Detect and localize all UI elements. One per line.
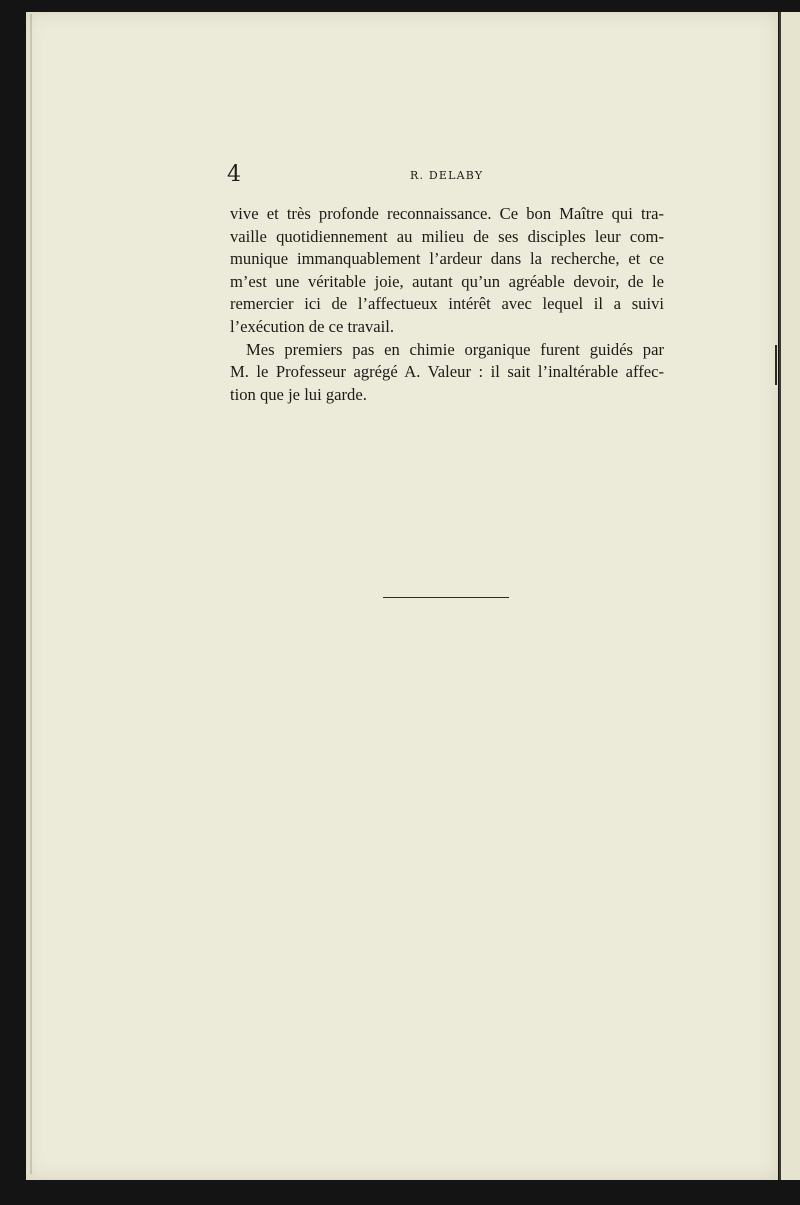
text-line: Mes premiers pas en chimie organique furent guidés par: [246, 339, 664, 359]
page-number: 4: [227, 162, 241, 187]
running-head: R. DELABY: [410, 169, 484, 182]
text-line: tion que je lui garde.: [230, 384, 367, 404]
adjacent-page-edge: [779, 12, 800, 1180]
text-line: vive et très profonde reconnaissance. Ce bon Maître qui tra-: [230, 204, 664, 223]
text-line: munique immanquablement l’ardeur dans la recherche, et ce: [230, 249, 664, 269]
text-line: vaille quotidiennement au milieu de ses disciples leur com-: [230, 226, 664, 246]
body-text: [230, 203, 664, 406]
text-line: l’exécution de ce travail.: [230, 316, 395, 336]
text-line: remercier ici de l’affectueux intérêt avec lequel il a suivi: [230, 294, 664, 314]
text-line: M. le Professeur agrégé A. Valeur : il sait l’inaltérable affec-: [230, 362, 664, 382]
text-line: m’est une véritable joie, autant qu’un agréable devoir, de le: [230, 271, 664, 291]
section-end-rule: [383, 597, 509, 598]
adjacent-page-mark: [775, 345, 777, 385]
page-edge-shadow: [30, 14, 32, 1174]
page-header: [227, 162, 664, 192]
